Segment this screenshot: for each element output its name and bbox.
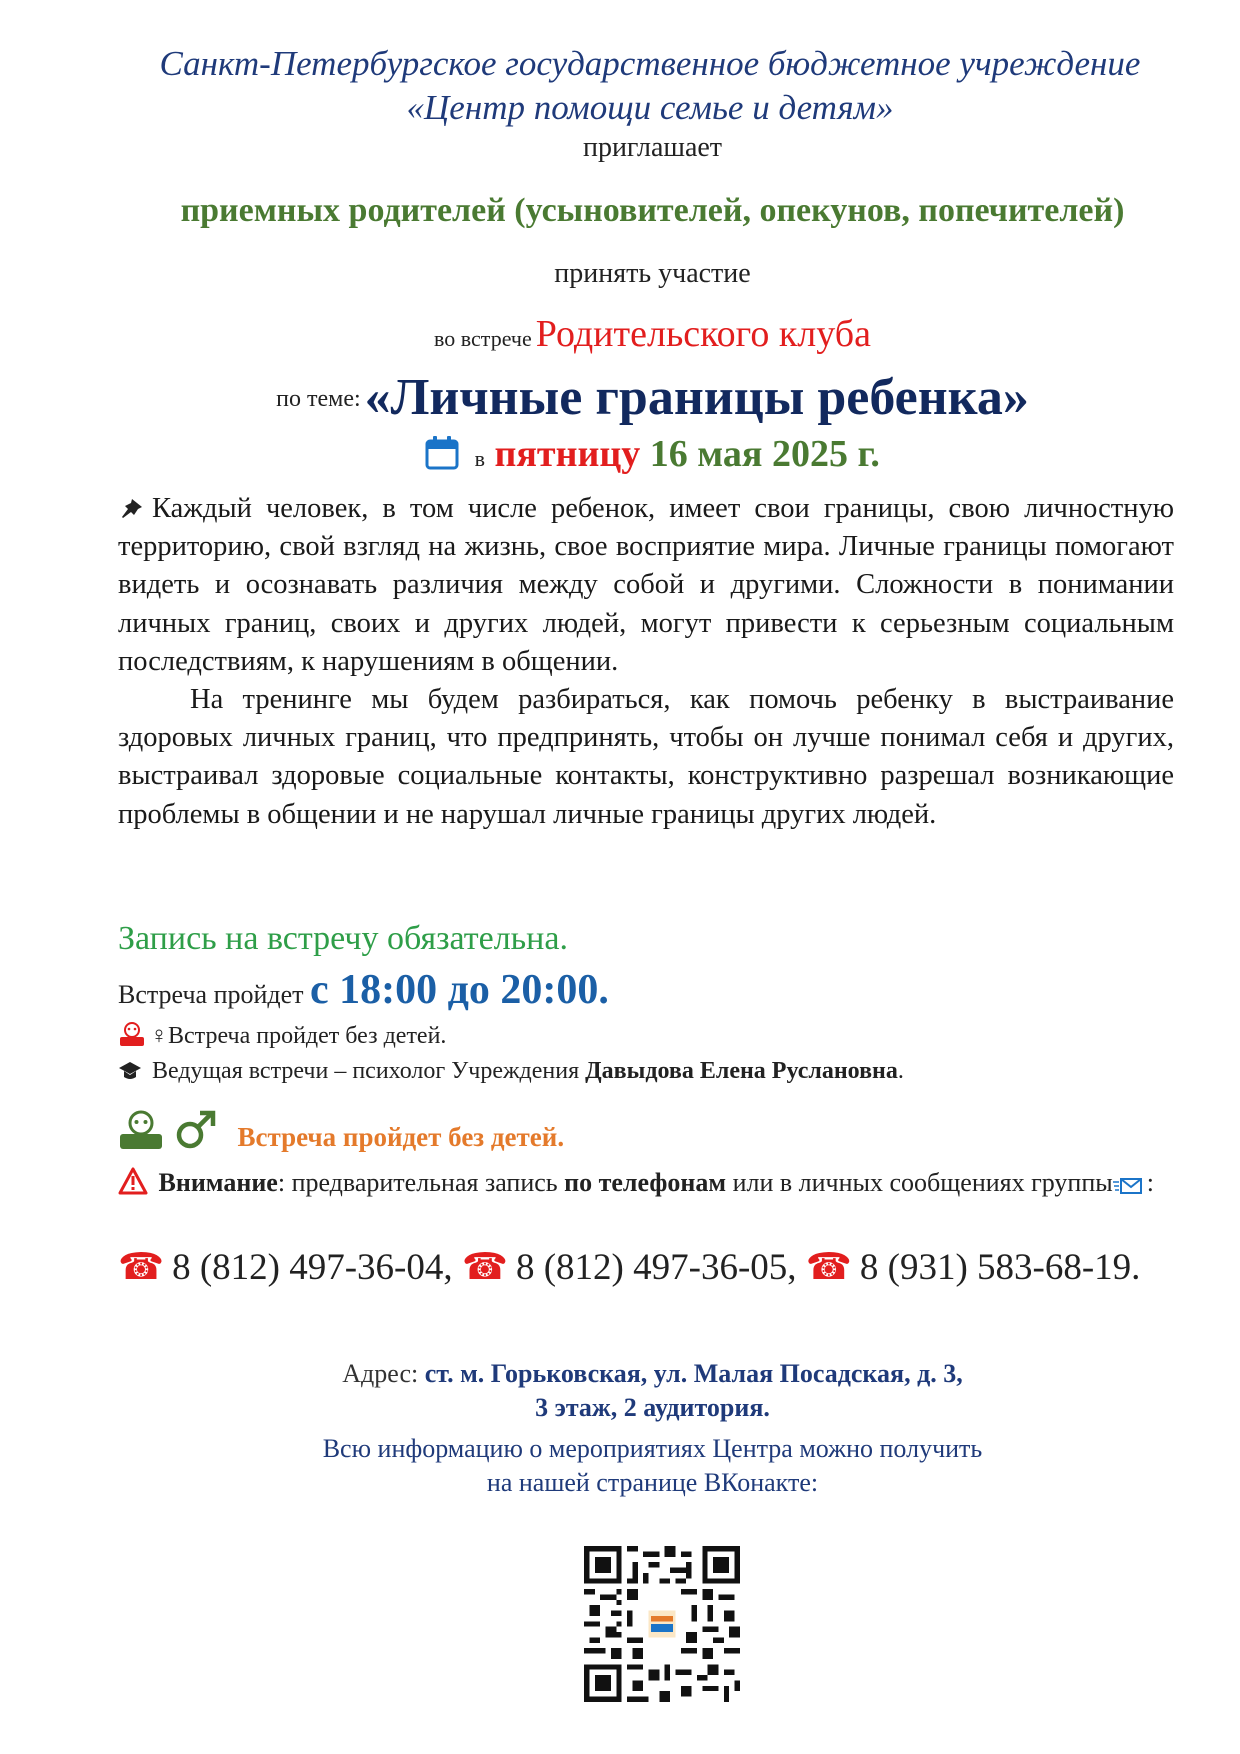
address-block <box>0 1357 1240 1425</box>
attention-text-2: или в личных сообщениях группы <box>732 1168 1113 1197</box>
organization-name <box>100 42 1200 130</box>
no-kids-text-1: ♀Встреча пройдет без детей. <box>150 1023 447 1049</box>
topic-line <box>0 368 1240 427</box>
address-label: Адрес: <box>342 1359 419 1388</box>
phone-1[interactable]: 8 (812) 497-36-04, <box>172 1247 453 1288</box>
lead-name: Давыдова Елена Руслановна <box>585 1058 898 1084</box>
people-icon <box>118 1021 146 1047</box>
phone-icon: ☎ <box>461 1247 508 1288</box>
warning-icon <box>118 1167 148 1195</box>
phone-3[interactable]: 8 (931) 583-68-19. <box>859 1247 1141 1288</box>
no-kids-text-2: Встреча пройдет без детей. <box>237 1122 565 1152</box>
attention-text-3: : <box>1146 1168 1154 1197</box>
meeting-prefix: во встрече <box>434 326 532 351</box>
address-line-2 <box>0 1391 1240 1425</box>
lead-suffix: . <box>897 1058 904 1084</box>
attention-label: Внимание <box>158 1168 278 1197</box>
meeting-date: 16 мая 2025 г. <box>649 433 880 475</box>
description-paragraph-2: На тренинге мы будем разбираться, как помочь ребенку в выстраивание здоровых личных границ, что предпринять, чтобы он лучше понимал себя и других, выстраивал здоровые социальные контакты, конструктивно разрешал возникающие проблемы в общении и не нарушал личные границы других людей. <box>118 684 1174 830</box>
phone-2[interactable]: 8 (812) 497-36-05, <box>515 1247 797 1288</box>
time-value: с 18:00 до 20:00. <box>310 967 609 1013</box>
org-line-2: «Центр помощи семье и детям» <box>406 88 894 127</box>
time-line <box>118 966 609 1014</box>
time-prefix: Встреча пройдет <box>118 980 304 1009</box>
pushpin-icon <box>118 497 144 519</box>
info-line-1: Всю информацию о мероприятиях Центра можно получить <box>322 1434 983 1463</box>
date-prefix: в <box>474 446 485 471</box>
lead-line <box>118 1058 904 1085</box>
calendar-icon <box>425 436 459 470</box>
org-line-1: Санкт-Петербургское государственное бюджетное учреждение <box>159 44 1141 83</box>
topic-title: «Личные границы ребенка» <box>364 369 1029 426</box>
club-name: Родительского клуба <box>535 313 871 355</box>
topic-prefix: по теме: <box>276 386 361 412</box>
info-line-2: на нашей странице ВКонакте: <box>486 1468 819 1497</box>
phone-icon: ☎ <box>805 1247 852 1288</box>
meeting-day: пятницу <box>494 433 641 475</box>
meeting-line <box>0 312 1240 356</box>
participate-text: принять участие <box>554 258 751 289</box>
phone-icon: ☎ <box>118 1247 165 1288</box>
info-block <box>0 1432 1240 1500</box>
envelope-icon <box>1113 1177 1143 1195</box>
address-room: 3 этаж, 2 аудитория. <box>535 1393 770 1422</box>
description-paragraph-1 <box>118 490 1174 681</box>
male-sign-icon <box>175 1110 217 1150</box>
qr-code[interactable] <box>584 1546 740 1702</box>
invites-text: приглашает <box>582 132 723 163</box>
people-icon <box>118 1110 164 1150</box>
no-kids-line-2 <box>118 1110 564 1153</box>
date-line <box>0 432 1240 476</box>
attention-block <box>118 1163 1174 1203</box>
graduation-cap-icon <box>118 1060 142 1082</box>
no-kids-line-1 <box>118 1021 446 1050</box>
signup-required: Запись на встречу обязательна. <box>118 920 568 957</box>
attention-bold: по телефонам <box>564 1168 727 1197</box>
attention-text-1: : предварительная запись <box>277 1168 558 1197</box>
description-text-1: Каждый человек, в том числе ребенок, имеет свои границы, свою личностную территорию, свой взгляд на жизнь, свое восприятие мира. Личные границы помогают видеть и осознавать различия между собой и другими. Сложности в понимании личных границ, своих и других людей, могут привести к серьезным социальным последствиям, к нарушениям в общении. <box>118 493 1174 677</box>
address-line-1 <box>0 1357 1240 1391</box>
lead-prefix: Ведущая встречи – психолог Учреждения <box>152 1058 580 1084</box>
description <box>118 490 1174 834</box>
address-street: ст. м. Горьковская, ул. Малая Посадская, д. 3, <box>424 1359 963 1388</box>
audience-text: приемных родителей (усыновителей, опекунов, попечителей) <box>180 192 1125 229</box>
phone-list <box>118 1245 1140 1289</box>
